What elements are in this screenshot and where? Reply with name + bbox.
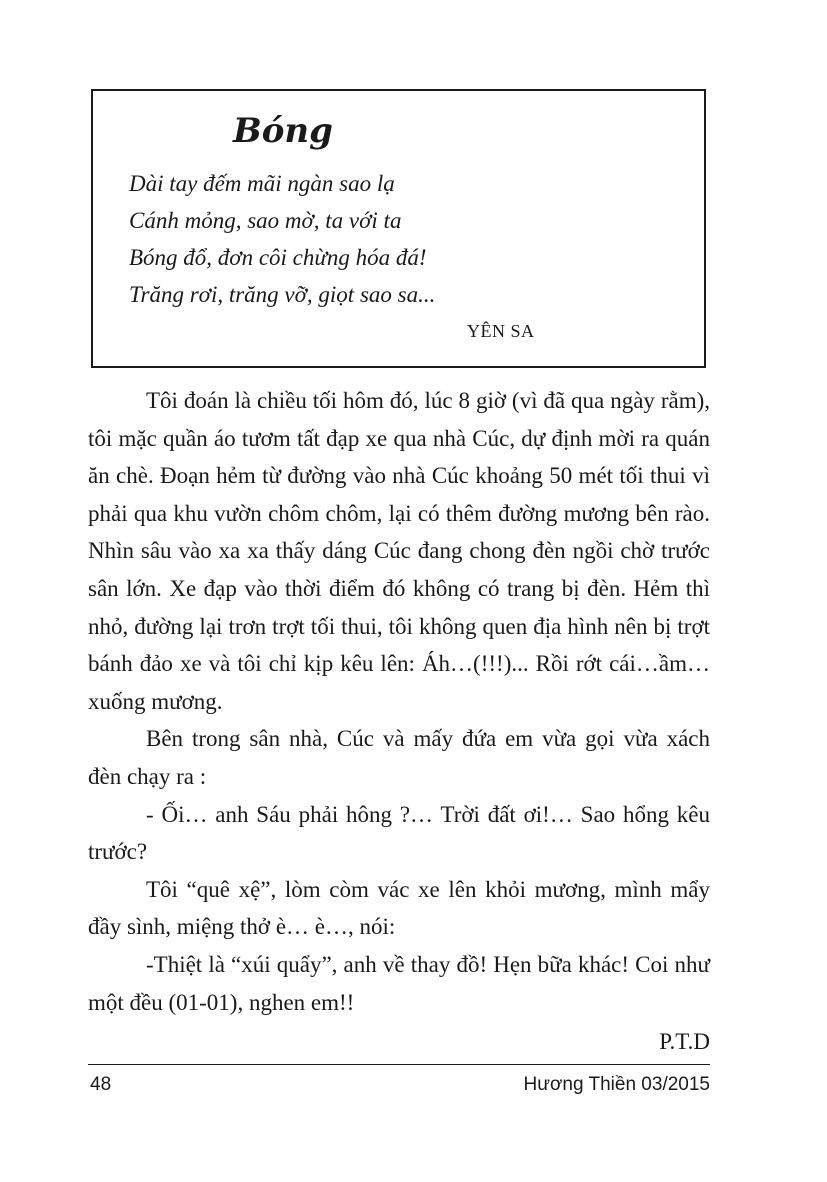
story-paragraph: Tôi đoán là chiều tối hôm đó, lúc 8 giờ (vì đã qua ngày rằm), tôi mặc quần áo tươm tất đạp xe qua nhà Cúc, dự định mời ra quán ăn chè. Đoạn hẻm từ đường vào nhà Cúc khoảng 50 mét tối thui vì phải qua khu vườn chôm chôm, lại có thêm đường mương bên rào. Nhìn sâu vào xa xa thấy dáng Cúc đang chong đèn ngồi chờ trước sân lớn. Xe đạp vào thời điểm đó không có trang bị đèn. Hẻm thì nhỏ, đường lại trơn trợt tối thui, tôi không quen địa hình nên bị trợt bánh đảo xe và tôi chỉ kịp kêu lên: Áh…(!!!)... Rồi rớt cái…ầm… xuống mương.	[88, 388, 710, 714]
poem-title: Bóng	[233, 111, 333, 151]
poem-line: Trăng rơi, trăng vỡ, giọt sao sa...	[129, 282, 436, 307]
story-body	[88, 382, 710, 1021]
poem-line: Bóng đổ, đơn côi chừng hóa đá!	[129, 245, 427, 270]
poem-line: Cánh mỏng, sao mờ, ta với ta	[129, 208, 402, 233]
poem-lines	[129, 165, 435, 313]
publication-issue: Hương Thiền 03/2015	[523, 1074, 710, 1095]
footer-divider	[88, 1064, 710, 1065]
story-dialogue: - Ối… anh Sáu phải hông ?… Trời đất ơi!… Sao hổng kêu trước?	[88, 801, 710, 865]
poem-box	[91, 89, 706, 368]
story-paragraph: Tôi “quê xệ”, lòm còm vác xe lên khỏi mương, mình mẩy đầy sình, miệng thở è… è…, nói:	[88, 876, 710, 940]
poem-author: YÊN SA	[467, 321, 535, 341]
author-signature: P.T.D	[659, 1029, 710, 1054]
story-dialogue: -Thiệt là “xúi quẩy”, anh về thay đồ! Hẹn bữa khác! Coi như một đều (01-01), nghen em!!	[88, 951, 710, 1015]
story-paragraph: Bên trong sân nhà, Cúc và mấy đứa em vừa gọi vừa xách đèn chạy ra :	[88, 726, 710, 789]
page-number: 48	[90, 1074, 112, 1095]
poem-line: Dài tay đếm mãi ngàn sao lạ	[129, 171, 395, 196]
